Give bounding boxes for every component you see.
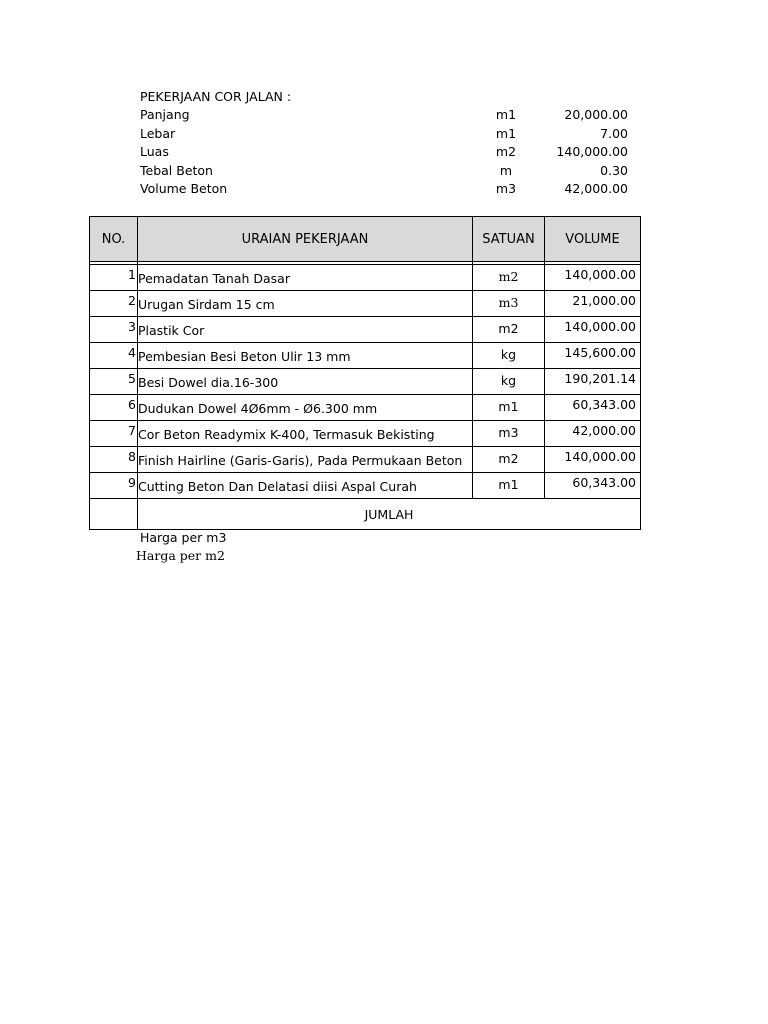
summary-unit: m1 <box>495 107 517 122</box>
row-number: 8 <box>128 449 136 464</box>
summary-value: 140,000.00 <box>556 144 628 159</box>
summary-value: 42,000.00 <box>564 181 628 196</box>
row-number: 7 <box>128 423 136 438</box>
row-number: 1 <box>128 267 136 282</box>
summary-unit: m1 <box>495 125 517 141</box>
header-description: URAIAN PEKERJAAN <box>138 217 473 262</box>
table-row <box>90 395 641 421</box>
row-volume: 190,201.14 <box>564 371 636 386</box>
summary-row-luas <box>140 143 632 162</box>
table-row <box>90 473 641 499</box>
summary-row-lebar <box>140 125 632 144</box>
row-number: 5 <box>128 371 136 386</box>
row-unit: m1 <box>498 477 519 492</box>
summary-value: 20,000.00 <box>564 107 628 122</box>
row-number: 9 <box>128 475 136 490</box>
table-row <box>90 421 641 447</box>
row-volume: 140,000.00 <box>564 267 636 282</box>
summary-unit: m <box>499 162 513 178</box>
row-unit: m3 <box>498 425 519 440</box>
header-unit: SATUAN <box>473 217 545 262</box>
row-unit: m1 <box>498 399 519 414</box>
project-summary <box>140 88 632 199</box>
table-row <box>90 447 641 473</box>
header-volume: VOLUME <box>545 217 641 262</box>
row-unit: m2 <box>498 269 519 284</box>
row-volume: 60,343.00 <box>572 397 636 412</box>
row-volume: 140,000.00 <box>564 319 636 334</box>
price-notes <box>136 529 227 565</box>
row-description: Cor Beton Readymix K-400, Termasuk Bekisting <box>138 427 435 442</box>
row-unit: kg <box>500 347 517 362</box>
summary-row-tebal-beton <box>140 162 632 181</box>
summary-unit: m2 <box>495 144 517 159</box>
row-volume: 140,000.00 <box>564 449 636 464</box>
row-volume: 60,343.00 <box>572 475 636 490</box>
row-number: 6 <box>128 397 136 412</box>
summary-label: Volume Beton <box>140 181 228 196</box>
table-row <box>90 265 641 291</box>
table-row <box>90 317 641 343</box>
row-description: Besi Dowel dia.16-300 <box>138 375 279 390</box>
table-row <box>90 343 641 369</box>
summary-label: Luas <box>140 144 169 159</box>
row-volume: 21,000.00 <box>572 293 636 308</box>
row-description: Plastik Cor <box>138 323 205 338</box>
row-description: Urugan Sirdam 15 cm <box>138 297 275 312</box>
row-volume: 145,600.00 <box>564 345 636 360</box>
total-row <box>90 499 641 530</box>
summary-value: 0.30 <box>600 162 628 178</box>
row-description: Cutting Beton Dan Delatasi diisi Aspal Curah <box>138 479 417 494</box>
summary-title: PEKERJAAN COR JALAN : <box>140 89 292 104</box>
row-unit: kg <box>500 373 517 388</box>
table-header-row <box>90 217 641 262</box>
row-description: Pembesian Besi Beton Ulir 13 mm <box>138 349 351 364</box>
summary-row-volume-beton <box>140 180 632 199</box>
row-number: 2 <box>128 293 136 308</box>
row-unit: m2 <box>498 321 519 336</box>
row-unit: m3 <box>498 295 519 310</box>
summary-row-panjang <box>140 106 632 125</box>
summary-unit: m3 <box>495 181 517 196</box>
summary-value: 7.00 <box>600 125 628 141</box>
total-label: JUMLAH <box>138 499 641 530</box>
row-volume: 42,000.00 <box>572 423 636 438</box>
row-number: 3 <box>128 319 136 334</box>
row-description: Pemadatan Tanah Dasar <box>138 271 290 286</box>
summary-label: Lebar <box>140 125 176 141</box>
price-per-m3-label: Harga per m3 <box>140 530 227 545</box>
summary-label: Panjang <box>140 107 190 122</box>
bill-of-quantities-table <box>89 216 641 530</box>
header-no: NO. <box>90 217 138 262</box>
table-row <box>90 369 641 395</box>
row-description: Dudukan Dowel 4Ø6mm - Ø6.300 mm <box>138 401 378 416</box>
summary-label: Tebal Beton <box>140 162 213 178</box>
row-unit: m2 <box>498 451 519 466</box>
row-number: 4 <box>128 345 136 360</box>
table-row <box>90 291 641 317</box>
row-description: Finish Hairline (Garis-Garis), Pada Permukaan Beton <box>138 453 463 468</box>
price-per-m2-label: Harga per m2 <box>136 548 225 563</box>
